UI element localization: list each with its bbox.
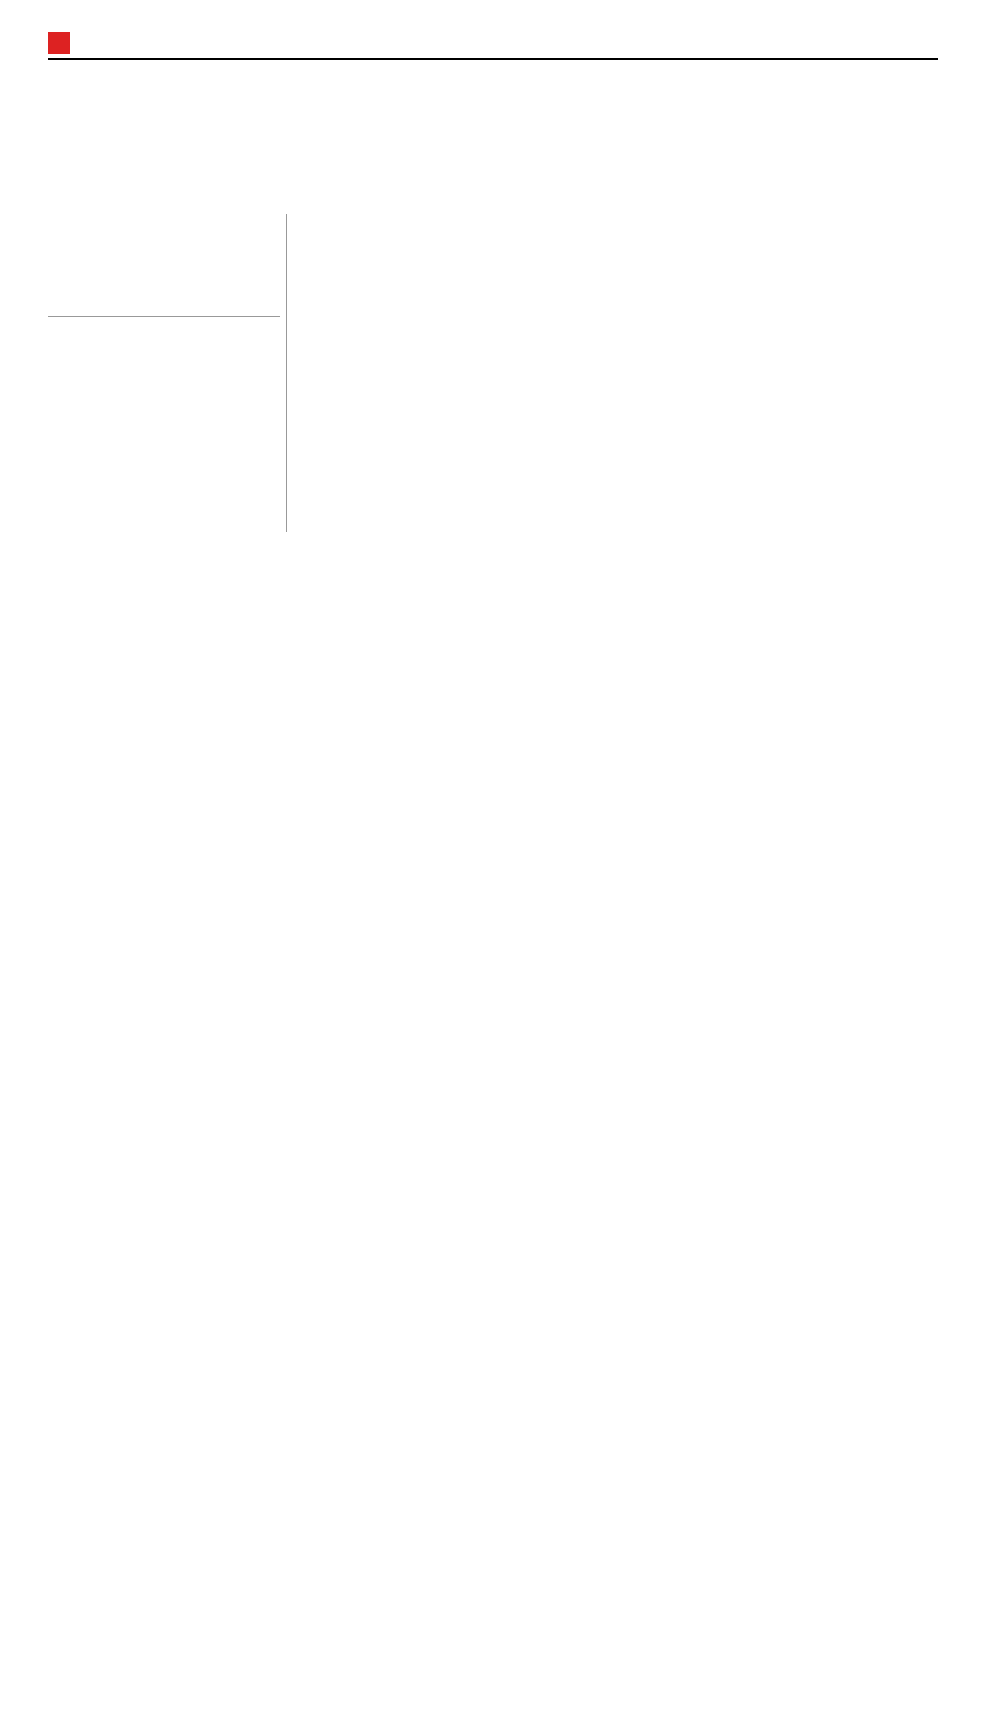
header-rule [48, 58, 938, 60]
section-letter-box [48, 32, 70, 54]
lead-summary [48, 214, 280, 314]
lead-column-1 [48, 320, 280, 322]
col-rule-1 [286, 214, 287, 532]
lead-subhead [48, 166, 938, 200]
page-header [48, 30, 938, 60]
lead-headline [48, 66, 938, 152]
summary-rule [48, 316, 280, 317]
